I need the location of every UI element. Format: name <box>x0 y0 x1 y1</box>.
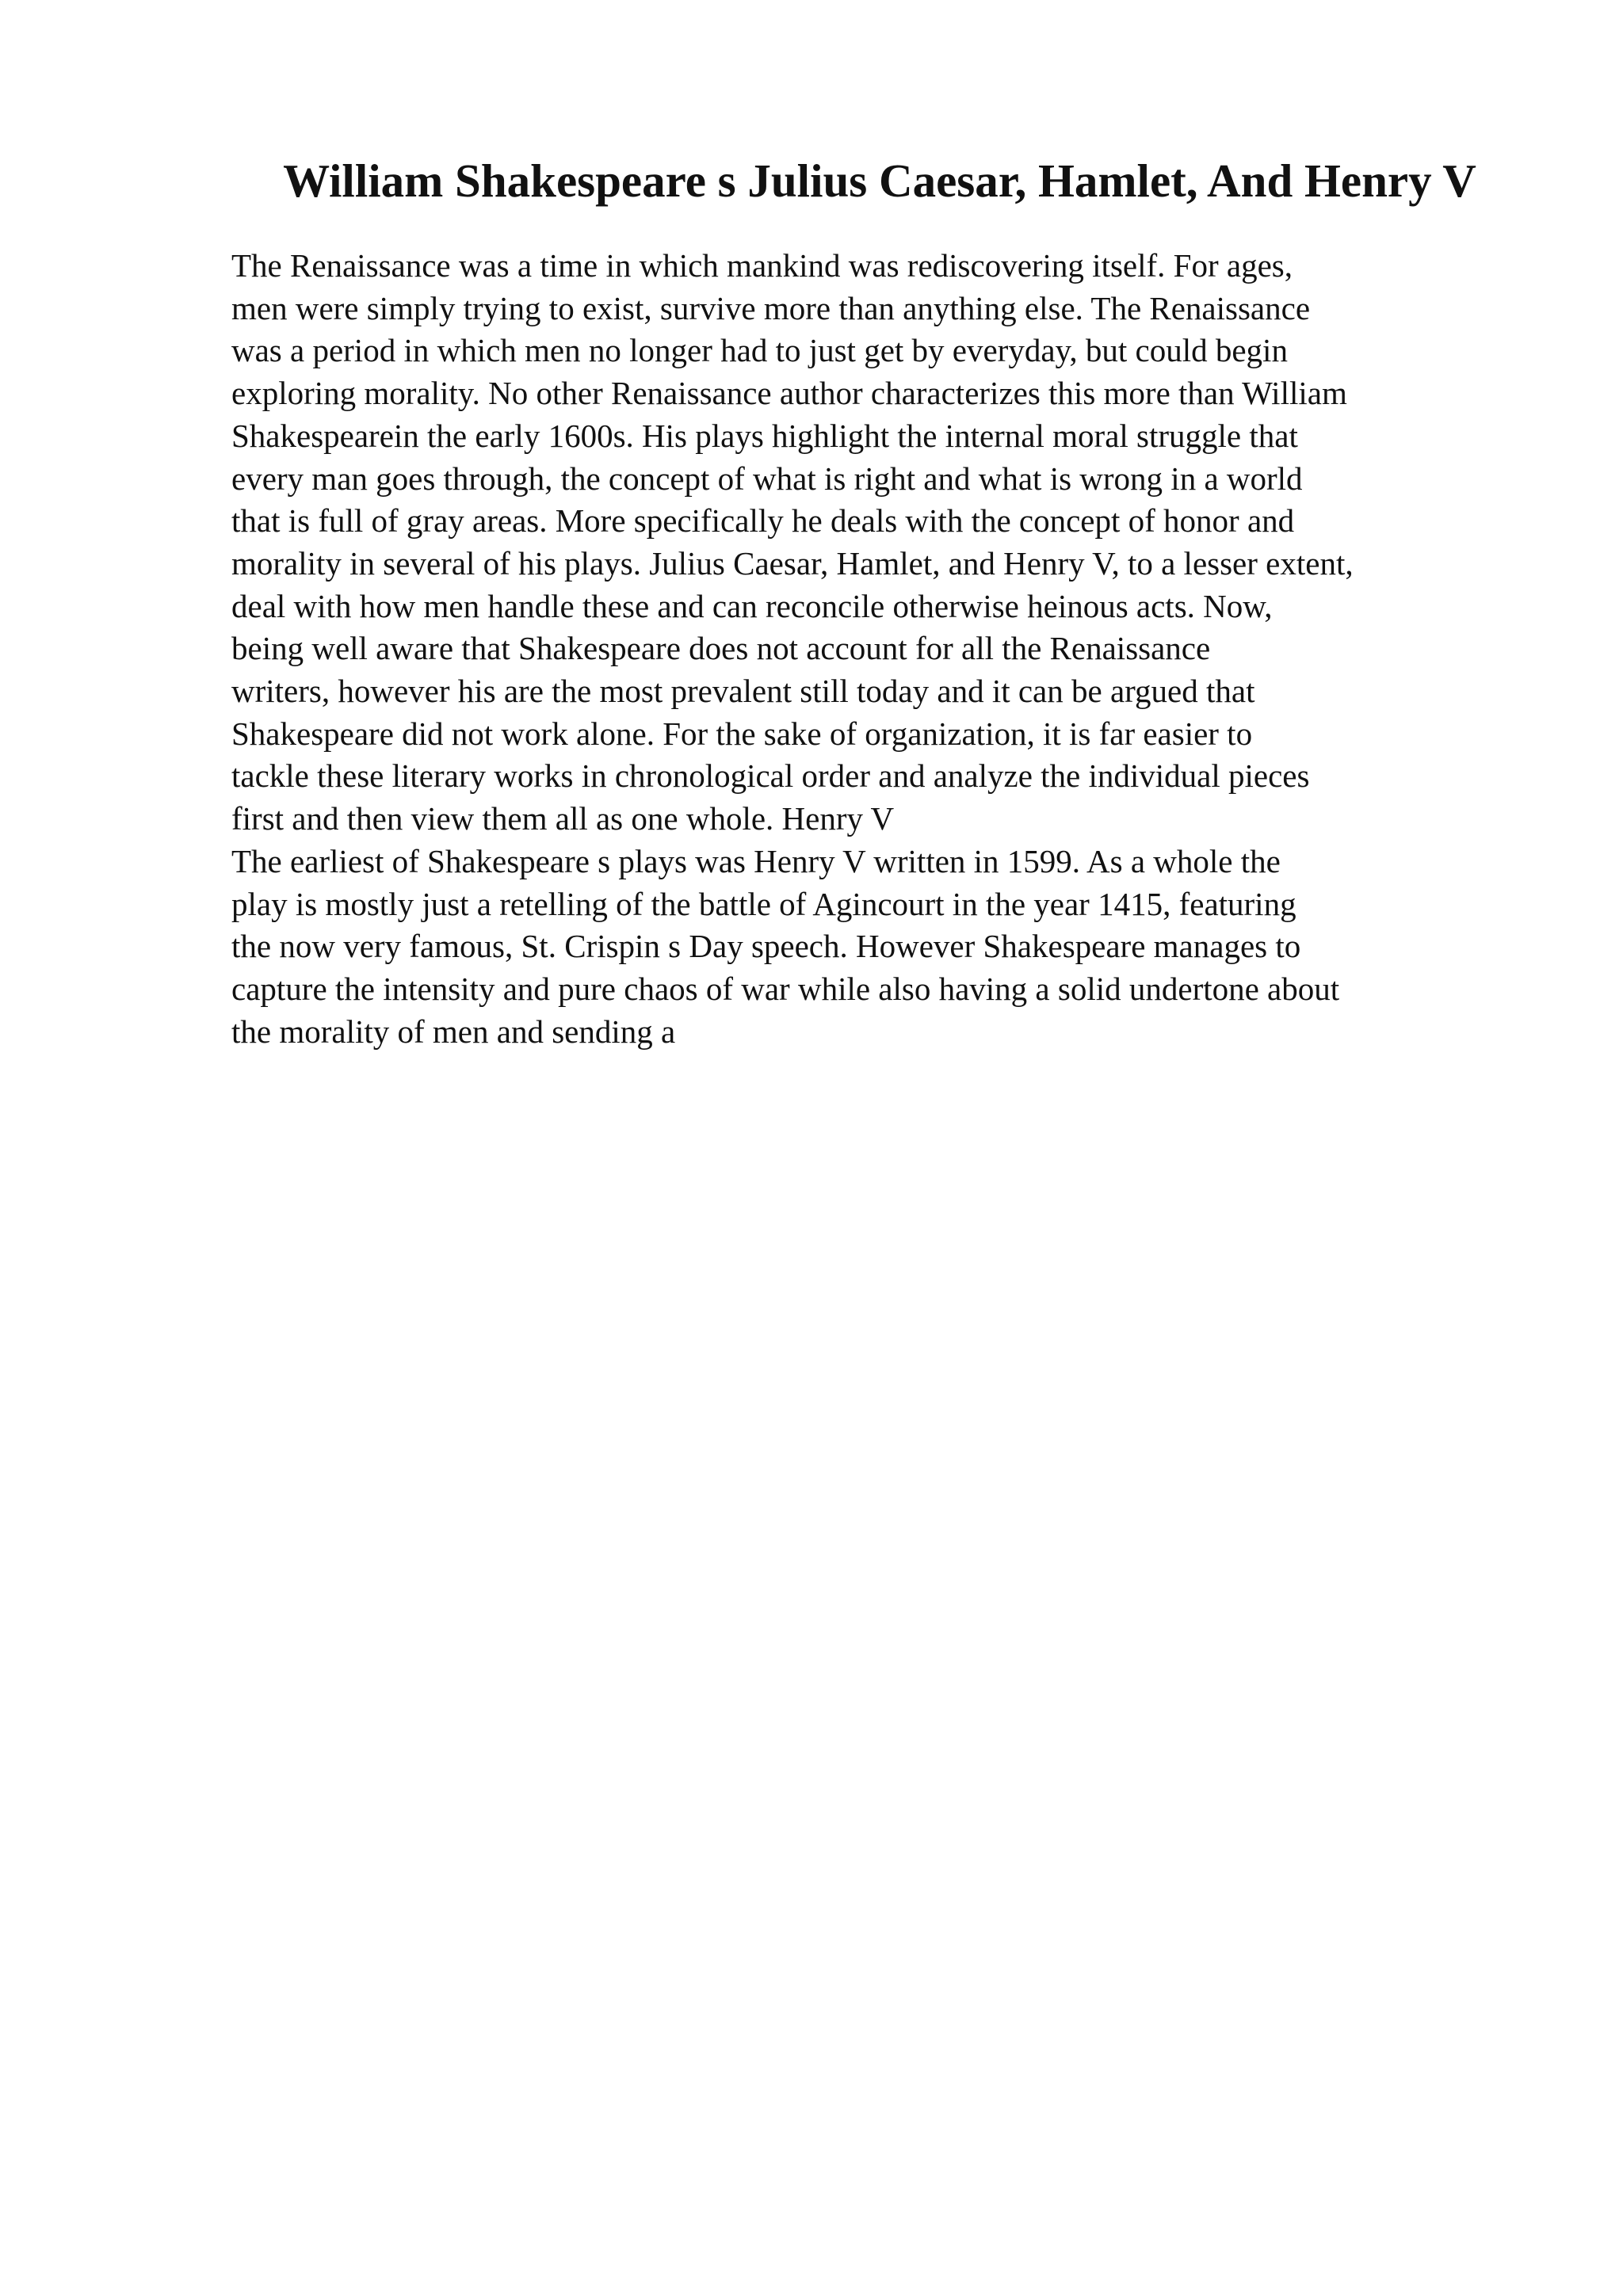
text-line: writers, however his are the most prevalent still today and it can be argued that <box>231 673 1255 710</box>
text-line: deal with how men handle these and can reconcile otherwise heinous acts. Now, <box>231 587 1273 624</box>
text-line: play is mostly just a retelling of the battle of Agincourt in the year 1415, featuring <box>231 885 1296 922</box>
document-title: William Shakespeare s Julius Caesar, Hamlet, And Henry V <box>283 154 1476 207</box>
text-line: men were simply trying to exist, survive more than anything else. The Renaissance <box>231 289 1311 326</box>
text-line: The earliest of Shakespeare s plays was Henry V written in 1599. As a whole the <box>231 842 1281 879</box>
text-line: capture the intensity and pure chaos of war while also having a solid undertone about <box>231 970 1340 1007</box>
text-line: exploring morality. No other Renaissance author characterizes this more than William <box>231 375 1347 412</box>
text-line: was a period in which men no longer had to just get by everyday, but could begin <box>231 332 1288 369</box>
text-line: Shakespearein the early 1600s. His plays highlight the internal moral struggle that <box>231 417 1298 454</box>
text-line: tackle these literary works in chronological order and analyze the individual pieces <box>231 757 1310 795</box>
document-body <box>231 245 1579 1053</box>
text-line: Shakespeare did not work alone. For the sake of organization, it is far easier to <box>231 715 1253 752</box>
text-line: morality in several of his plays. Julius Caesar, Hamlet, and Henry V, to a lesser extent, <box>231 544 1354 582</box>
text-line: every man goes through, the concept of what is right and what is wrong in a world <box>231 460 1303 497</box>
text-line: The Renaissance was a time in which mankind was rediscovering itself. For ages, <box>231 247 1293 284</box>
text-line: the morality of men and sending a <box>231 1013 676 1050</box>
text-line: first and then view them all as one whole. Henry V <box>231 800 895 837</box>
text-line: being well aware that Shakespeare does not account for all the Renaissance <box>231 630 1211 667</box>
text-line: the now very famous, St. Crispin s Day speech. However Shakespeare manages to <box>231 928 1301 965</box>
text-line: that is full of gray areas. More specifically he deals with the concept of honor and <box>231 502 1295 540</box>
